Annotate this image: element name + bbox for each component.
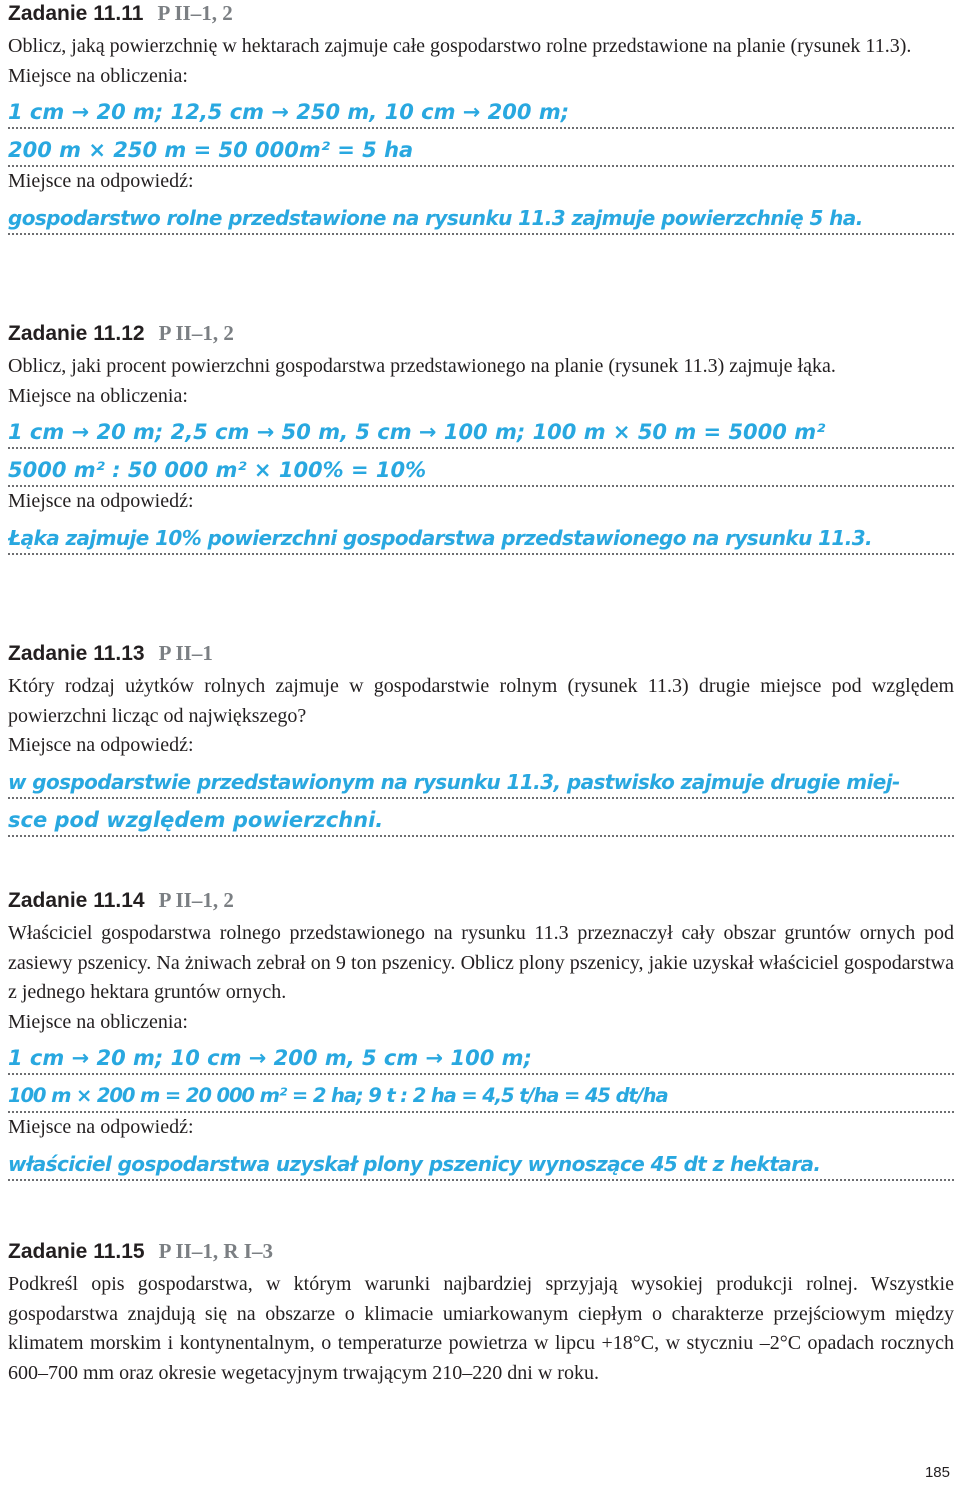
task-heading	[8, 320, 954, 346]
task-title: Zadanie 11.13	[8, 642, 145, 665]
task-title: Zadanie 11.12	[8, 322, 145, 345]
calc-line[interactable]: 100 m × 200 m = 20 000 m² = 2 ha; 9 t : 2 ha = 4,5 t/ha = 45 dt/ha	[8, 1075, 954, 1113]
calc-label: Miejsce na obliczenia:	[8, 64, 188, 87]
answer-label: Miejsce na odpowiedź:	[8, 734, 194, 756]
answer-line[interactable]: sce pod względem powierzchni.	[8, 799, 954, 837]
task-code: P II–1	[158, 641, 213, 665]
task-prompt: Oblicz, jaki procent powierzchni gospodarstwa przedstawionego na planie (rysunek 11.3) zajmuje łąka.	[8, 355, 836, 377]
task-code: P II–1, R I–3	[158, 1239, 273, 1263]
answer-line[interactable]: Łąka zajmuje 10% powierzchni gospodarstwa przedstawionego na rysunku 11.3.	[8, 517, 954, 555]
calc-line[interactable]: 5000 m² : 50 000 m² × 100% = 10%	[8, 449, 954, 487]
task-title: Zadanie 11.15	[8, 1240, 145, 1263]
task-heading	[8, 887, 954, 913]
task-11-11	[8, 0, 954, 235]
task-11-13	[8, 640, 954, 837]
answer-line[interactable]: właściciel gospodarstwa uzyskał plony pszenicy wynoszące 45 dt z hektara.	[8, 1143, 954, 1181]
task-prompt: Który rodzaj użytków rolnych zajmuje w gospodarstwie rolnym (rysunek 11.3) drugie miejsce pod względem powierzchni licząc od największego?	[8, 675, 954, 727]
task-prompt: Oblicz, jaką powierzchnię w hektarach zajmuje całe gospodarstwo rolne przedstawione na planie (rysunek 11.3).	[8, 35, 912, 57]
task-prompt: Podkreśl opis gospodarstwa, w którym warunki najbardziej sprzyjają wysokiej produkcji rolnej. Wszystkie gospodarstwa znajdują się na obszarze o klimacie umiarkowanym ciepłym o charakterze przejściowym między klimatem morskim i kontynentalnym, o temperaturze powietrza w lipcu +18°C, w styczniu –2°C opadach rocznych 600–700 mm oraz okresie wegetacyjnym trwającym 210–220 dni w roku.	[8, 1273, 954, 1384]
task-code: P II–1, 2	[158, 321, 234, 345]
calc-line[interactable]: 200 m × 250 m = 50 000m² = 5 ha	[8, 129, 954, 167]
task-11-12	[8, 320, 954, 555]
calc-line[interactable]: 1 cm → 20 m; 10 cm → 200 m, 5 cm → 100 m;	[8, 1037, 954, 1075]
task-prompt: Właściciel gospodarstwa rolnego przedstawionego na rysunku 11.3 przeznaczył cały obszar gruntów ornych pod zasiewy pszenicy. Na żniwach zebrał on 9 ton pszenicy. Oblicz plony pszenicy, jakie uzyskał właściciel gospodarstwa z jednego hektara gruntów ornych.	[8, 922, 954, 1003]
calc-label: Miejsce na obliczenia:	[8, 1010, 188, 1033]
answer-line[interactable]: w gospodarstwie przedstawionym na rysunku 11.3, pastwisko zajmuje drugie miej-	[8, 761, 954, 799]
task-heading	[8, 0, 954, 26]
task-11-15	[8, 1238, 954, 1388]
calc-line[interactable]: 1 cm → 20 m; 12,5 cm → 250 m, 10 cm → 200 m;	[8, 91, 954, 129]
task-heading	[8, 640, 954, 666]
calc-line[interactable]: 1 cm → 20 m; 2,5 cm → 50 m, 5 cm → 100 m; 100 m × 50 m = 5000 m²	[8, 411, 954, 449]
task-title: Zadanie 11.11	[8, 2, 144, 25]
answer-label: Miejsce na odpowiedź:	[8, 1116, 194, 1138]
page-number: 185	[924, 1464, 950, 1481]
answer-line[interactable]: gospodarstwo rolne przedstawione na rysunku 11.3 zajmuje powierzchnię 5 ha.	[8, 197, 954, 235]
answer-label: Miejsce na odpowiedź:	[8, 170, 194, 192]
task-code: P II–1, 2	[157, 1, 233, 25]
task-11-14	[8, 887, 954, 1181]
task-code: P II–1, 2	[158, 888, 234, 912]
task-title: Zadanie 11.14	[8, 889, 145, 912]
task-heading	[8, 1238, 954, 1264]
calc-label: Miejsce na obliczenia:	[8, 384, 188, 407]
answer-label: Miejsce na odpowiedź:	[8, 490, 194, 512]
